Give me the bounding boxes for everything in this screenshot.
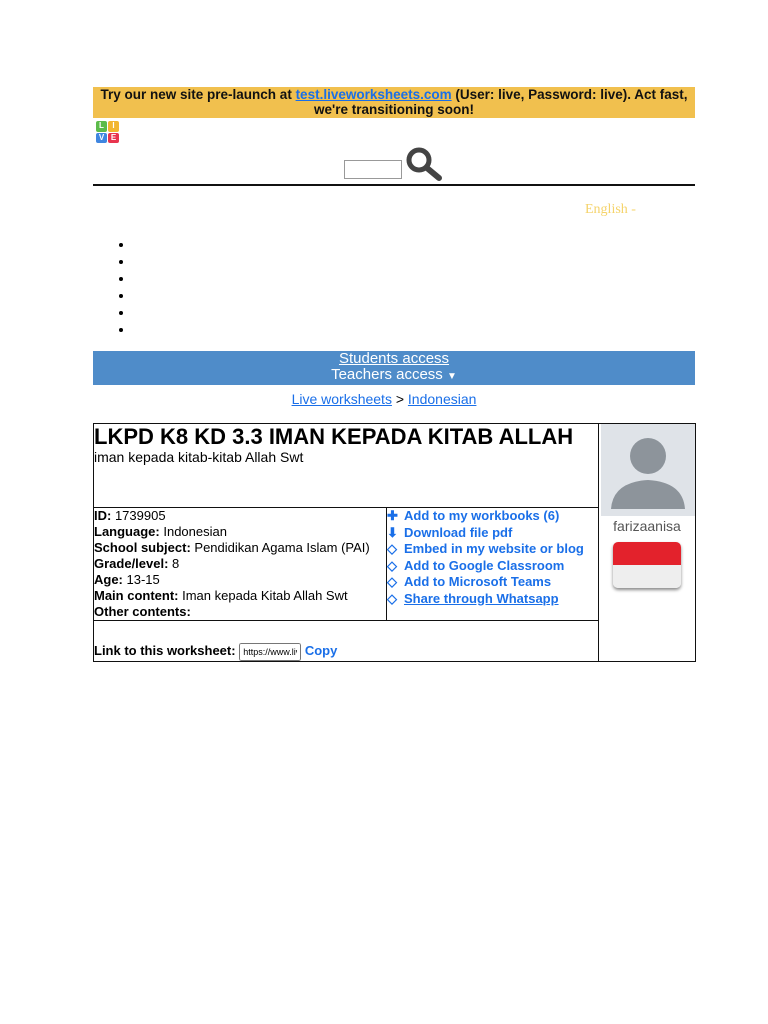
- worksheet-subtitle: iman kepada kitab-kitab Allah Swt: [94, 449, 304, 465]
- author-name[interactable]: farizaanisa: [613, 518, 681, 534]
- breadcrumb: Live worksheets > Indonesian: [291, 391, 477, 407]
- logo-l: L: [96, 121, 107, 132]
- field-row: Age: 13-15: [94, 572, 160, 587]
- access-bar: [93, 351, 695, 385]
- search-icon[interactable]: [404, 146, 444, 182]
- logo-e: E: [108, 133, 119, 144]
- code-icon: ◇: [387, 574, 397, 589]
- menu-list: [110, 236, 134, 338]
- logo-v: V: [96, 133, 107, 144]
- code-icon: ◇: [387, 541, 397, 556]
- worksheet-info-table: [93, 423, 696, 662]
- worksheet-title: LKPD K8 KD 3.3 IMAN KEPADA KITAB ALLAH: [94, 424, 574, 449]
- download-pdf-link[interactable]: ⬇ Download file pdf: [387, 524, 513, 540]
- microsoft-teams-link[interactable]: ◇ Add to Microsoft Teams: [387, 574, 552, 589]
- code-icon: ◇: [387, 557, 397, 573]
- field-row: Main content: Iman kepada Kitab Allah Swt: [94, 588, 348, 603]
- embed-link[interactable]: ◇ Embed in my website or blog: [387, 541, 584, 556]
- indonesia-flag-icon: [613, 542, 681, 588]
- prelaunch-link[interactable]: test.liveworksheets.com: [295, 87, 452, 102]
- code-icon: ◇: [387, 590, 397, 606]
- students-access-link[interactable]: Students access: [338, 350, 450, 367]
- link-label: Link to this worksheet:: [94, 643, 236, 658]
- worksheet-actions: [387, 508, 599, 621]
- field-row: School subject: Pendidikan Agama Islam (PAI): [94, 540, 370, 555]
- field-row: Language: Indonesian: [94, 524, 227, 539]
- teachers-access-label: Teachers access: [331, 366, 443, 383]
- whatsapp-share-link[interactable]: ◇ Share through Whatsapp: [387, 590, 559, 606]
- divider: [93, 184, 695, 186]
- field-row: Other contents:: [94, 604, 191, 619]
- logo-i: I: [108, 121, 119, 132]
- language-selector[interactable]: English -: [585, 202, 636, 217]
- field-row: Grade/level: 8: [94, 556, 180, 571]
- live-logo[interactable]: [96, 121, 120, 143]
- search-input[interactable]: [344, 160, 402, 179]
- avatar[interactable]: [601, 424, 695, 516]
- add-icon: ✚: [387, 508, 398, 523]
- caret-down-icon: ▼: [446, 371, 457, 382]
- teachers-access-menu[interactable]: [331, 366, 457, 383]
- google-classroom-link[interactable]: ◇ Add to Google Classroom: [387, 557, 565, 573]
- field-row: ID: 1739905: [94, 508, 166, 523]
- add-workbook-link[interactable]: ✚ Add to my workbooks (6): [387, 508, 560, 523]
- breadcrumb-current[interactable]: Indonesian: [407, 391, 477, 407]
- breadcrumb-home[interactable]: Live worksheets: [291, 391, 392, 407]
- download-icon: ⬇: [387, 524, 398, 540]
- worksheet-link-input[interactable]: [239, 643, 301, 661]
- copy-link-button[interactable]: Copy: [304, 643, 338, 658]
- announcement-banner: Try our new site pre-launch at test.liveworksheets.com (User: live, Password: live). Act fast, we're transitioning soon!: [93, 87, 695, 118]
- worksheet-details: [94, 508, 387, 621]
